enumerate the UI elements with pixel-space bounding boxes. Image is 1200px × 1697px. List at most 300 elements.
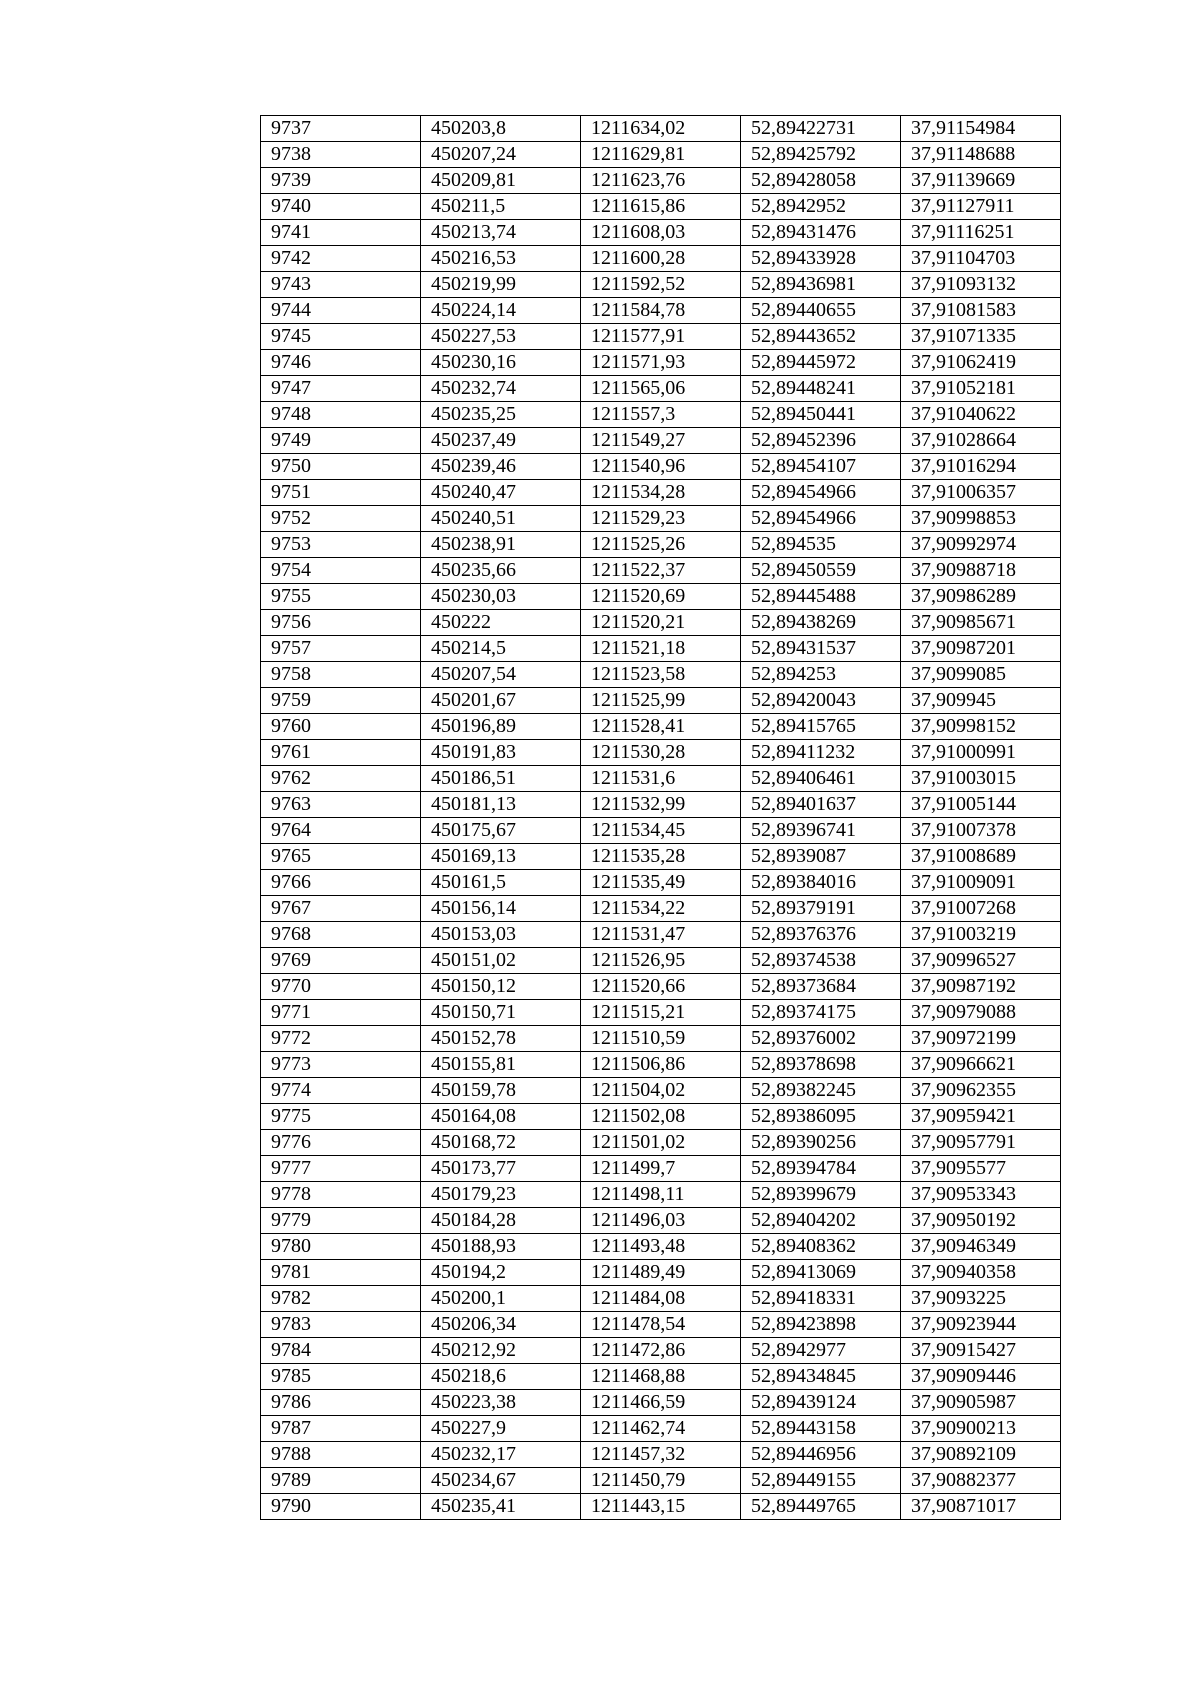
y-coordinate-cell: 1211534,28 [581,480,741,506]
point-number-cell: 9785 [261,1364,421,1390]
longitude-cell: 37,90900213 [901,1416,1061,1442]
x-coordinate-cell: 450186,51 [421,766,581,792]
y-coordinate-cell: 1211608,03 [581,220,741,246]
latitude-cell: 52,894253 [741,662,901,688]
point-number-cell: 9749 [261,428,421,454]
point-number-cell: 9778 [261,1182,421,1208]
x-coordinate-cell: 450181,13 [421,792,581,818]
point-number-cell: 9790 [261,1494,421,1520]
longitude-cell: 37,90953343 [901,1182,1061,1208]
y-coordinate-cell: 1211623,76 [581,168,741,194]
point-number-cell: 9789 [261,1468,421,1494]
longitude-cell: 37,90998853 [901,506,1061,532]
y-coordinate-cell: 1211525,99 [581,688,741,714]
point-number-cell: 9763 [261,792,421,818]
table-row [261,1468,1061,1494]
longitude-cell: 37,91040622 [901,402,1061,428]
x-coordinate-cell: 450240,51 [421,506,581,532]
point-number-cell: 9737 [261,116,421,142]
point-number-cell: 9751 [261,480,421,506]
x-coordinate-cell: 450213,74 [421,220,581,246]
latitude-cell: 52,89420043 [741,688,901,714]
table-row [261,506,1061,532]
y-coordinate-cell: 1211468,88 [581,1364,741,1390]
longitude-cell: 37,91148688 [901,142,1061,168]
point-number-cell: 9775 [261,1104,421,1130]
y-coordinate-cell: 1211496,03 [581,1208,741,1234]
table-row [261,428,1061,454]
x-coordinate-cell: 450173,77 [421,1156,581,1182]
x-coordinate-cell: 450206,34 [421,1312,581,1338]
longitude-cell: 37,90972199 [901,1026,1061,1052]
y-coordinate-cell: 1211462,74 [581,1416,741,1442]
x-coordinate-cell: 450207,54 [421,662,581,688]
y-coordinate-cell: 1211520,21 [581,610,741,636]
table-row [261,1000,1061,1026]
y-coordinate-cell: 1211634,02 [581,116,741,142]
point-number-cell: 9748 [261,402,421,428]
x-coordinate-cell: 450150,71 [421,1000,581,1026]
y-coordinate-cell: 1211592,52 [581,272,741,298]
y-coordinate-cell: 1211484,08 [581,1286,741,1312]
table-row [261,948,1061,974]
longitude-cell: 37,91008689 [901,844,1061,870]
table-row [261,1156,1061,1182]
table-row [261,1416,1061,1442]
table-row [261,870,1061,896]
latitude-cell: 52,89436981 [741,272,901,298]
longitude-cell: 37,90950192 [901,1208,1061,1234]
point-number-cell: 9743 [261,272,421,298]
longitude-cell: 37,91000991 [901,740,1061,766]
longitude-cell: 37,90882377 [901,1468,1061,1494]
table-row [261,1208,1061,1234]
latitude-cell: 52,8942952 [741,194,901,220]
table-row [261,818,1061,844]
latitude-cell: 52,89401637 [741,792,901,818]
y-coordinate-cell: 1211535,28 [581,844,741,870]
longitude-cell: 37,90996527 [901,948,1061,974]
longitude-cell: 37,91139669 [901,168,1061,194]
longitude-cell: 37,90905987 [901,1390,1061,1416]
point-number-cell: 9740 [261,194,421,220]
latitude-cell: 52,89440655 [741,298,901,324]
y-coordinate-cell: 1211520,66 [581,974,741,1000]
table-row [261,1390,1061,1416]
table-row [261,1026,1061,1052]
table-row [261,714,1061,740]
table-row [261,558,1061,584]
table-row [261,1104,1061,1130]
longitude-cell: 37,90979088 [901,1000,1061,1026]
longitude-cell: 37,91104703 [901,246,1061,272]
x-coordinate-cell: 450175,67 [421,818,581,844]
point-number-cell: 9786 [261,1390,421,1416]
y-coordinate-cell: 1211502,08 [581,1104,741,1130]
y-coordinate-cell: 1211478,54 [581,1312,741,1338]
latitude-cell: 52,89376376 [741,922,901,948]
point-number-cell: 9739 [261,168,421,194]
point-number-cell: 9753 [261,532,421,558]
latitude-cell: 52,8939087 [741,844,901,870]
x-coordinate-cell: 450234,67 [421,1468,581,1494]
table-row [261,298,1061,324]
latitude-cell: 52,89404202 [741,1208,901,1234]
latitude-cell: 52,89431537 [741,636,901,662]
latitude-cell: 52,89450559 [741,558,901,584]
x-coordinate-cell: 450196,89 [421,714,581,740]
x-coordinate-cell: 450218,6 [421,1364,581,1390]
point-number-cell: 9768 [261,922,421,948]
y-coordinate-cell: 1211457,32 [581,1442,741,1468]
table-row [261,1494,1061,1520]
table-row [261,454,1061,480]
latitude-cell: 52,89415765 [741,714,901,740]
longitude-cell: 37,90871017 [901,1494,1061,1520]
y-coordinate-cell: 1211534,45 [581,818,741,844]
latitude-cell: 52,89445488 [741,584,901,610]
table-row [261,1286,1061,1312]
y-coordinate-cell: 1211529,23 [581,506,741,532]
point-number-cell: 9744 [261,298,421,324]
longitude-cell: 37,90909446 [901,1364,1061,1390]
longitude-cell: 37,909945 [901,688,1061,714]
table-row [261,688,1061,714]
latitude-cell: 52,89449155 [741,1468,901,1494]
latitude-cell: 52,89448241 [741,376,901,402]
x-coordinate-cell: 450214,5 [421,636,581,662]
y-coordinate-cell: 1211501,02 [581,1130,741,1156]
point-number-cell: 9742 [261,246,421,272]
latitude-cell: 52,89411232 [741,740,901,766]
latitude-cell: 52,89439124 [741,1390,901,1416]
x-coordinate-cell: 450235,41 [421,1494,581,1520]
table-row [261,1052,1061,1078]
latitude-cell: 52,89378698 [741,1052,901,1078]
table-row [261,376,1061,402]
table-row [261,1182,1061,1208]
x-coordinate-cell: 450232,74 [421,376,581,402]
longitude-cell: 37,91154984 [901,116,1061,142]
y-coordinate-cell: 1211504,02 [581,1078,741,1104]
y-coordinate-cell: 1211531,6 [581,766,741,792]
longitude-cell: 37,90946349 [901,1234,1061,1260]
point-number-cell: 9781 [261,1260,421,1286]
longitude-cell: 37,90986289 [901,584,1061,610]
longitude-cell: 37,90985671 [901,610,1061,636]
latitude-cell: 52,89373684 [741,974,901,1000]
y-coordinate-cell: 1211489,49 [581,1260,741,1286]
latitude-cell: 52,89386095 [741,1104,901,1130]
y-coordinate-cell: 1211450,79 [581,1468,741,1494]
latitude-cell: 52,89382245 [741,1078,901,1104]
table-row [261,324,1061,350]
x-coordinate-cell: 450230,03 [421,584,581,610]
x-coordinate-cell: 450188,93 [421,1234,581,1260]
point-number-cell: 9758 [261,662,421,688]
x-coordinate-cell: 450203,8 [421,116,581,142]
x-coordinate-cell: 450222 [421,610,581,636]
y-coordinate-cell: 1211443,15 [581,1494,741,1520]
point-number-cell: 9780 [261,1234,421,1260]
point-number-cell: 9764 [261,818,421,844]
x-coordinate-cell: 450235,66 [421,558,581,584]
x-coordinate-cell: 450224,14 [421,298,581,324]
longitude-cell: 37,90940358 [901,1260,1061,1286]
y-coordinate-cell: 1211565,06 [581,376,741,402]
longitude-cell: 37,91071335 [901,324,1061,350]
longitude-cell: 37,91016294 [901,454,1061,480]
y-coordinate-cell: 1211499,7 [581,1156,741,1182]
y-coordinate-cell: 1211523,58 [581,662,741,688]
latitude-cell: 52,89438269 [741,610,901,636]
x-coordinate-cell: 450235,25 [421,402,581,428]
longitude-cell: 37,90987201 [901,636,1061,662]
point-number-cell: 9747 [261,376,421,402]
x-coordinate-cell: 450230,16 [421,350,581,376]
table-row [261,168,1061,194]
x-coordinate-cell: 450151,02 [421,948,581,974]
table-row [261,1260,1061,1286]
latitude-cell: 52,89445972 [741,350,901,376]
longitude-cell: 37,91006357 [901,480,1061,506]
y-coordinate-cell: 1211466,59 [581,1390,741,1416]
y-coordinate-cell: 1211472,86 [581,1338,741,1364]
x-coordinate-cell: 450216,53 [421,246,581,272]
table-row [261,194,1061,220]
x-coordinate-cell: 450184,28 [421,1208,581,1234]
x-coordinate-cell: 450161,5 [421,870,581,896]
x-coordinate-cell: 450159,78 [421,1078,581,1104]
point-number-cell: 9776 [261,1130,421,1156]
latitude-cell: 52,89433928 [741,246,901,272]
longitude-cell: 37,9099085 [901,662,1061,688]
longitude-cell: 37,91007268 [901,896,1061,922]
x-coordinate-cell: 450237,49 [421,428,581,454]
y-coordinate-cell: 1211532,99 [581,792,741,818]
table-row [261,844,1061,870]
latitude-cell: 52,89428058 [741,168,901,194]
x-coordinate-cell: 450200,1 [421,1286,581,1312]
x-coordinate-cell: 450239,46 [421,454,581,480]
y-coordinate-cell: 1211528,41 [581,714,741,740]
point-number-cell: 9752 [261,506,421,532]
x-coordinate-cell: 450150,12 [421,974,581,1000]
table-row [261,1364,1061,1390]
latitude-cell: 52,89454107 [741,454,901,480]
y-coordinate-cell: 1211522,37 [581,558,741,584]
point-number-cell: 9788 [261,1442,421,1468]
latitude-cell: 52,89449765 [741,1494,901,1520]
latitude-cell: 52,894535 [741,532,901,558]
latitude-cell: 52,89413069 [741,1260,901,1286]
latitude-cell: 52,89446956 [741,1442,901,1468]
point-number-cell: 9754 [261,558,421,584]
point-number-cell: 9773 [261,1052,421,1078]
latitude-cell: 52,89454966 [741,506,901,532]
latitude-cell: 52,89454966 [741,480,901,506]
point-number-cell: 9769 [261,948,421,974]
point-number-cell: 9741 [261,220,421,246]
y-coordinate-cell: 1211540,96 [581,454,741,480]
table-row [261,1130,1061,1156]
latitude-cell: 52,89384016 [741,870,901,896]
coordinates-table-body [261,116,1061,1520]
x-coordinate-cell: 450169,13 [421,844,581,870]
table-row [261,116,1061,142]
x-coordinate-cell: 450168,72 [421,1130,581,1156]
latitude-cell: 52,89443158 [741,1416,901,1442]
point-number-cell: 9770 [261,974,421,1000]
point-number-cell: 9766 [261,870,421,896]
longitude-cell: 37,91003219 [901,922,1061,948]
y-coordinate-cell: 1211493,48 [581,1234,741,1260]
point-number-cell: 9774 [261,1078,421,1104]
latitude-cell: 52,89406461 [741,766,901,792]
point-number-cell: 9787 [261,1416,421,1442]
coordinates-table [260,115,1061,1520]
x-coordinate-cell: 450227,53 [421,324,581,350]
x-coordinate-cell: 450191,83 [421,740,581,766]
table-row [261,1234,1061,1260]
y-coordinate-cell: 1211525,26 [581,532,741,558]
table-row [261,272,1061,298]
point-number-cell: 9738 [261,142,421,168]
x-coordinate-cell: 450155,81 [421,1052,581,1078]
point-number-cell: 9759 [261,688,421,714]
point-number-cell: 9755 [261,584,421,610]
y-coordinate-cell: 1211584,78 [581,298,741,324]
point-number-cell: 9779 [261,1208,421,1234]
longitude-cell: 37,90966621 [901,1052,1061,1078]
longitude-cell: 37,9093225 [901,1286,1061,1312]
table-row [261,610,1061,636]
table-row [261,1078,1061,1104]
table-row [261,402,1061,428]
longitude-cell: 37,91005144 [901,792,1061,818]
x-coordinate-cell: 450212,92 [421,1338,581,1364]
y-coordinate-cell: 1211535,49 [581,870,741,896]
longitude-cell: 37,90957791 [901,1130,1061,1156]
x-coordinate-cell: 450240,47 [421,480,581,506]
longitude-cell: 37,91009091 [901,870,1061,896]
x-coordinate-cell: 450223,38 [421,1390,581,1416]
y-coordinate-cell: 1211506,86 [581,1052,741,1078]
x-coordinate-cell: 450201,67 [421,688,581,714]
table-row [261,246,1061,272]
longitude-cell: 37,90923944 [901,1312,1061,1338]
point-number-cell: 9782 [261,1286,421,1312]
x-coordinate-cell: 450238,91 [421,532,581,558]
y-coordinate-cell: 1211571,93 [581,350,741,376]
point-number-cell: 9757 [261,636,421,662]
longitude-cell: 37,91062419 [901,350,1061,376]
point-number-cell: 9756 [261,610,421,636]
point-number-cell: 9784 [261,1338,421,1364]
latitude-cell: 52,89423898 [741,1312,901,1338]
x-coordinate-cell: 450209,81 [421,168,581,194]
latitude-cell: 52,89452396 [741,428,901,454]
x-coordinate-cell: 450232,17 [421,1442,581,1468]
y-coordinate-cell: 1211549,27 [581,428,741,454]
y-coordinate-cell: 1211526,95 [581,948,741,974]
latitude-cell: 52,89379191 [741,896,901,922]
latitude-cell: 52,8942977 [741,1338,901,1364]
y-coordinate-cell: 1211534,22 [581,896,741,922]
point-number-cell: 9767 [261,896,421,922]
table-row [261,480,1061,506]
table-row [261,142,1061,168]
longitude-cell: 37,91052181 [901,376,1061,402]
table-row [261,1442,1061,1468]
latitude-cell: 52,89390256 [741,1130,901,1156]
table-row [261,766,1061,792]
longitude-cell: 37,90998152 [901,714,1061,740]
y-coordinate-cell: 1211577,91 [581,324,741,350]
table-row [261,922,1061,948]
y-coordinate-cell: 1211520,69 [581,584,741,610]
latitude-cell: 52,89443652 [741,324,901,350]
x-coordinate-cell: 450219,99 [421,272,581,298]
y-coordinate-cell: 1211521,18 [581,636,741,662]
table-row [261,792,1061,818]
table-row [261,636,1061,662]
point-number-cell: 9746 [261,350,421,376]
y-coordinate-cell: 1211530,28 [581,740,741,766]
table-row [261,1338,1061,1364]
y-coordinate-cell: 1211515,21 [581,1000,741,1026]
point-number-cell: 9761 [261,740,421,766]
longitude-cell: 37,90959421 [901,1104,1061,1130]
point-number-cell: 9765 [261,844,421,870]
longitude-cell: 37,90992974 [901,532,1061,558]
table-row [261,740,1061,766]
y-coordinate-cell: 1211510,59 [581,1026,741,1052]
x-coordinate-cell: 450227,9 [421,1416,581,1442]
point-number-cell: 9772 [261,1026,421,1052]
latitude-cell: 52,89399679 [741,1182,901,1208]
longitude-cell: 37,9095577 [901,1156,1061,1182]
x-coordinate-cell: 450211,5 [421,194,581,220]
point-number-cell: 9771 [261,1000,421,1026]
x-coordinate-cell: 450156,14 [421,896,581,922]
latitude-cell: 52,89374175 [741,1000,901,1026]
table-row [261,220,1061,246]
longitude-cell: 37,91127911 [901,194,1061,220]
latitude-cell: 52,89396741 [741,818,901,844]
latitude-cell: 52,89431476 [741,220,901,246]
x-coordinate-cell: 450164,08 [421,1104,581,1130]
point-number-cell: 9777 [261,1156,421,1182]
x-coordinate-cell: 450194,2 [421,1260,581,1286]
latitude-cell: 52,89434845 [741,1364,901,1390]
point-number-cell: 9762 [261,766,421,792]
table-row [261,896,1061,922]
y-coordinate-cell: 1211531,47 [581,922,741,948]
longitude-cell: 37,91007378 [901,818,1061,844]
table-row [261,532,1061,558]
longitude-cell: 37,91093132 [901,272,1061,298]
point-number-cell: 9750 [261,454,421,480]
x-coordinate-cell: 450153,03 [421,922,581,948]
y-coordinate-cell: 1211615,86 [581,194,741,220]
longitude-cell: 37,90915427 [901,1338,1061,1364]
y-coordinate-cell: 1211629,81 [581,142,741,168]
table-row [261,350,1061,376]
y-coordinate-cell: 1211498,11 [581,1182,741,1208]
x-coordinate-cell: 450207,24 [421,142,581,168]
y-coordinate-cell: 1211557,3 [581,402,741,428]
